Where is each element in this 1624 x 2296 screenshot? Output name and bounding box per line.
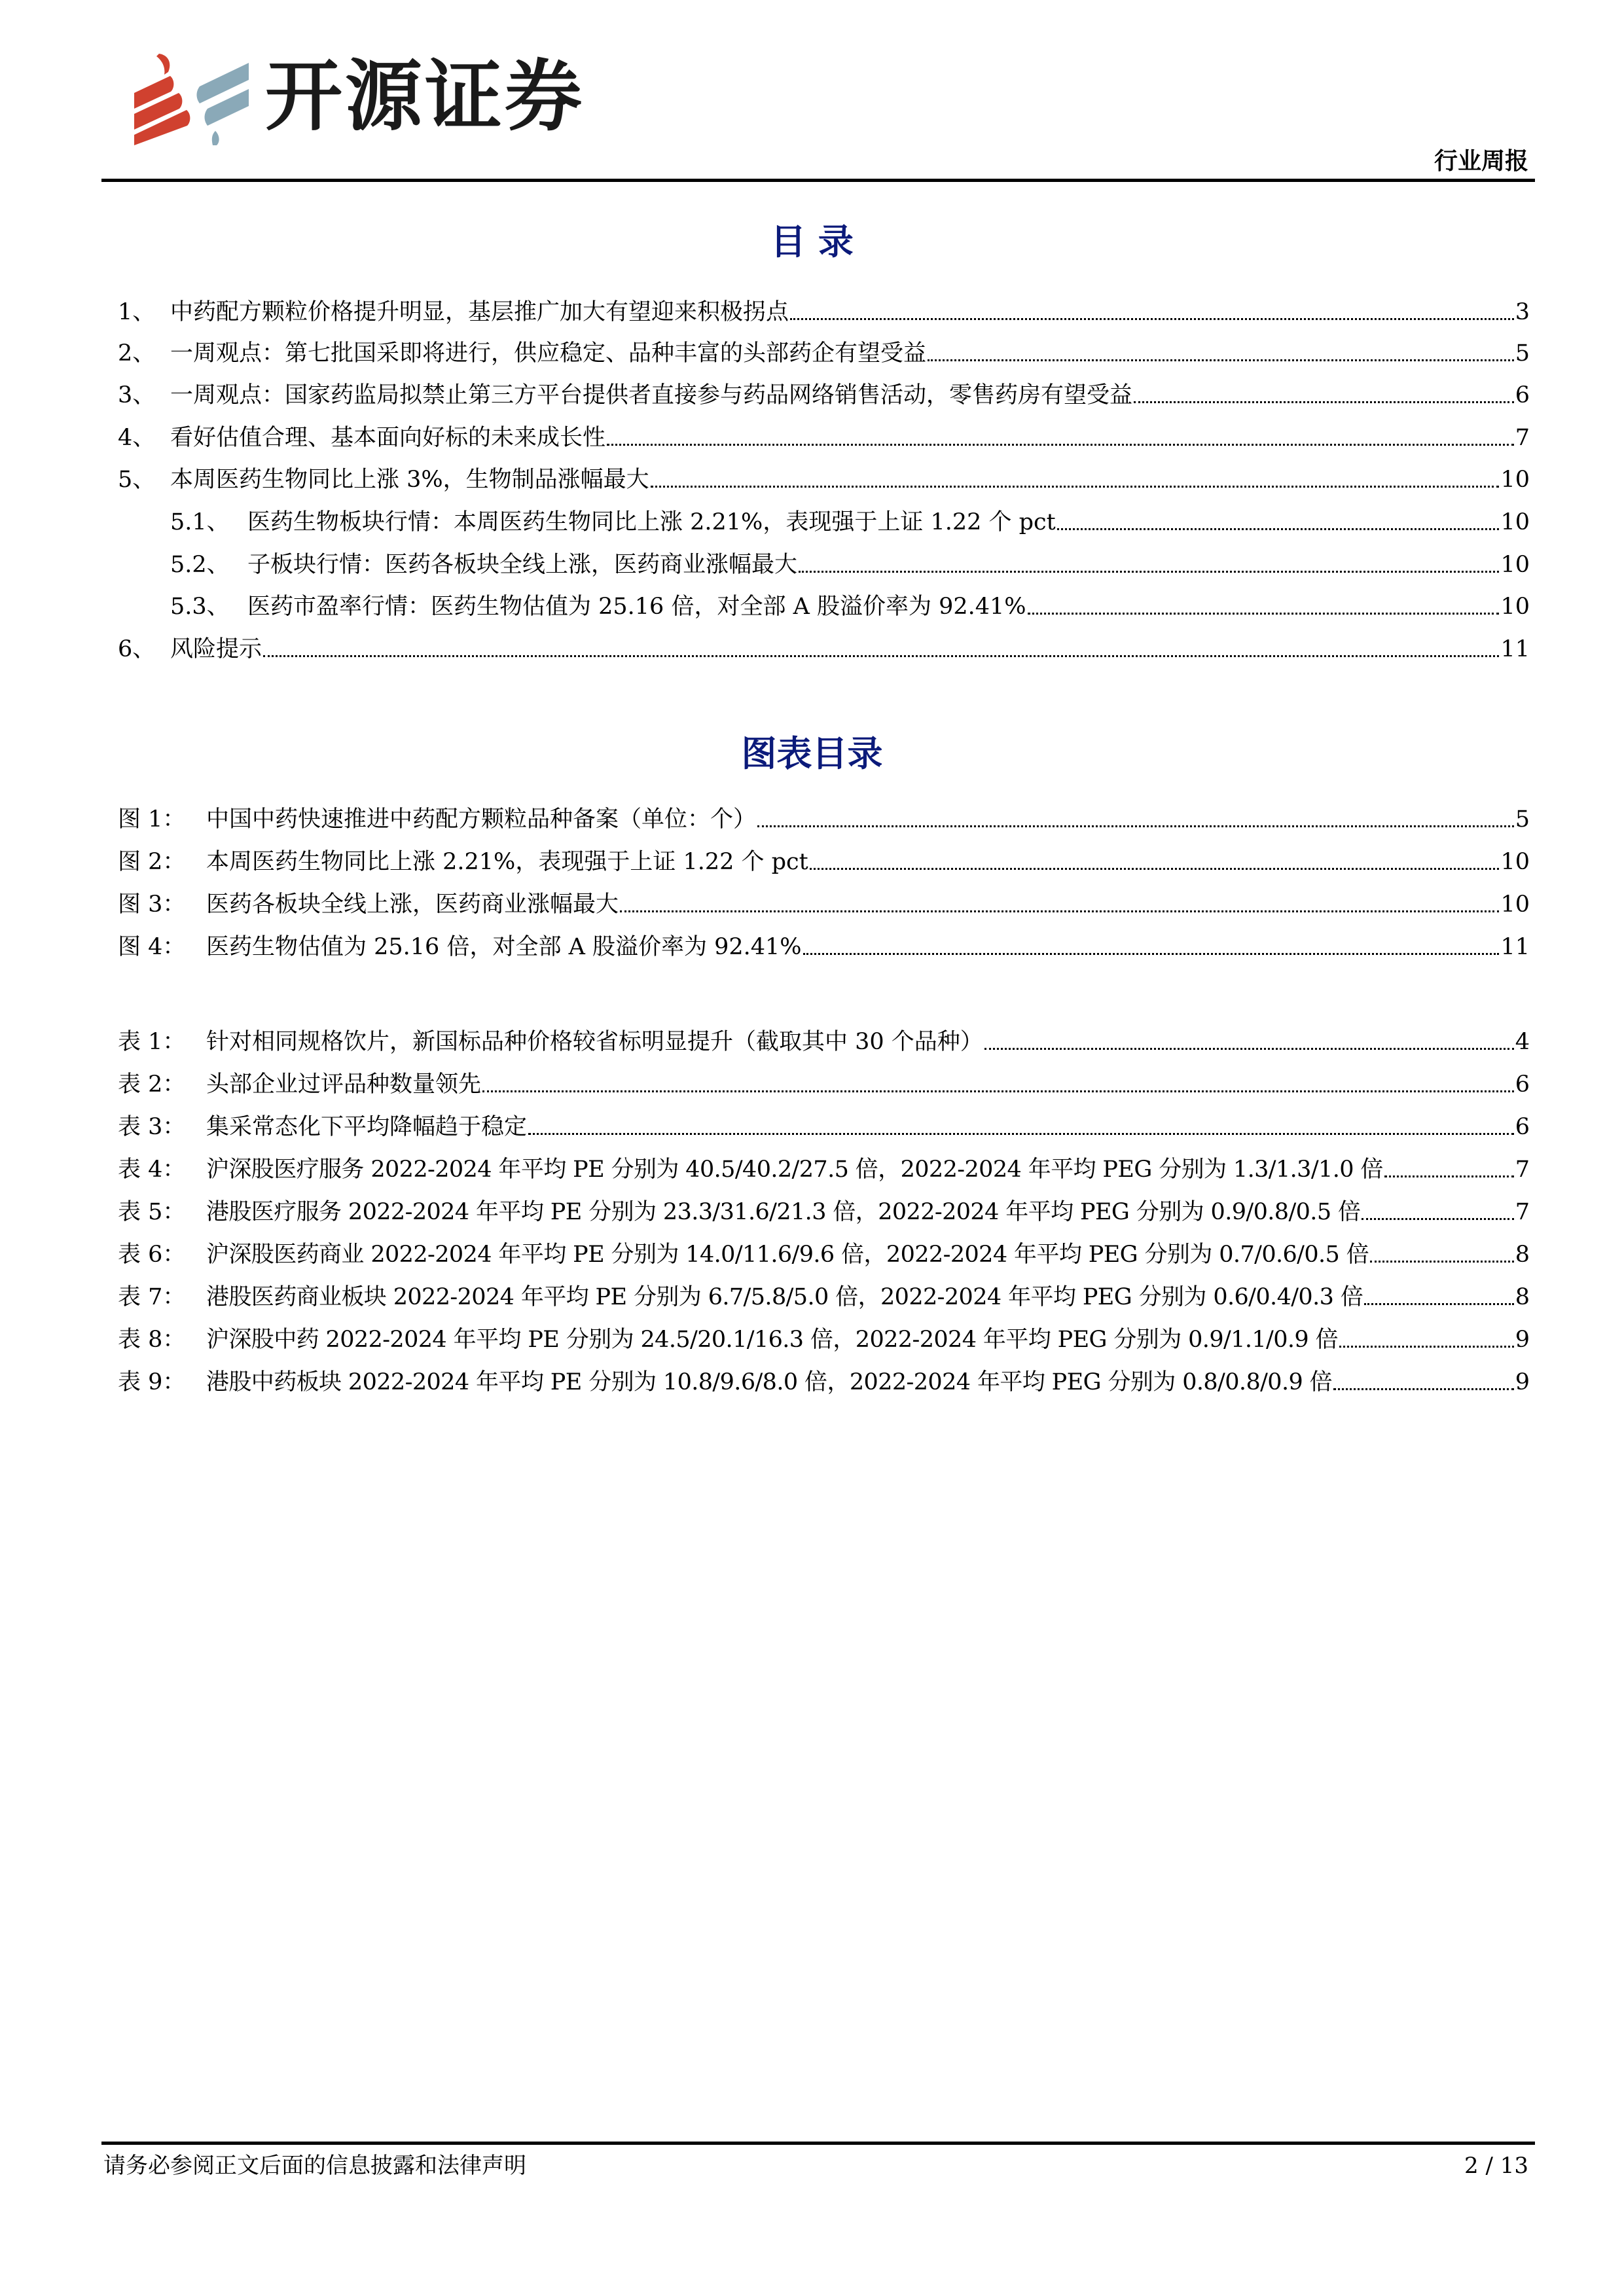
table-title: 集采常态化下平均降幅趋于稳定	[206, 1114, 528, 1140]
table-page: 6	[1515, 1071, 1530, 1098]
toc-item-page: 5	[1515, 340, 1530, 367]
toc-item-page: 10	[1500, 509, 1530, 535]
toc-leader-dots	[651, 465, 1500, 494]
table-label: 表 4：	[118, 1157, 186, 1183]
toc-item-number: 5.1、	[170, 509, 230, 535]
toc-leader-dots	[803, 933, 1500, 961]
toc-leader-dots	[482, 1070, 1514, 1099]
table-title: 头部企业过评品种数量领先	[206, 1071, 482, 1098]
toc-item-page: 6	[1515, 382, 1530, 408]
table-title: 沪深股医疗服务 2022-2024 年平均 PE 分别为 40.5/40.2/27.5 倍，2022-2024 年平均 PEG 分别为 1.3/1.3/1.0 倍	[206, 1157, 1383, 1183]
figure-page: 11	[1500, 934, 1530, 960]
table-page: 6	[1515, 1114, 1530, 1140]
figure-title: 本周医药生物同比上涨 2.21%，表现强于上证 1.22 个 pct	[206, 849, 808, 875]
table-label: 表 9：	[118, 1369, 186, 1395]
table-page: 4	[1515, 1029, 1530, 1055]
toc-leader-dots	[620, 890, 1499, 919]
toc-item-page: 11	[1500, 636, 1530, 662]
toc-item-text: 一周观点：第七批国采即将进行，供应稳定、品种丰富的头部药企有望受益	[170, 340, 927, 367]
toc-leader-dots	[790, 298, 1514, 327]
toc-item-number: 4、	[118, 425, 156, 451]
toc-leader-dots	[928, 339, 1514, 368]
table-title: 港股医药商业板块 2022-2024 年平均 PE 分别为 6.7/5.8/5.0 倍，2022-2024 年平均 PEG 分别为 0.6/0.4/0.3 倍	[206, 1284, 1363, 1310]
figure-entry[interactable]	[118, 848, 1530, 876]
toc-item-text: 本周医药生物同比上涨 3%，生物制品涨幅最大	[170, 467, 649, 493]
toc-leader-dots	[1057, 508, 1500, 537]
toc-leader-dots	[528, 1113, 1514, 1141]
toc-item[interactable]	[118, 423, 1530, 452]
toc-leader-dots	[1370, 1240, 1514, 1269]
toc-item-text: 医药市盈率行情：医药生物估值为 25.16 倍，对全部 A 股溢价率为 92.41%	[247, 594, 1026, 620]
table-title: 港股医疗服务 2022-2024 年平均 PE 分别为 23.3/31.6/21.3 倍，2022-2024 年平均 PEG 分别为 0.9/0.8/0.5 倍	[206, 1199, 1361, 1225]
brand-name: 开源证券	[265, 51, 585, 141]
table-title: 港股中药板块 2022-2024 年平均 PE 分别为 10.8/9.6/8.0 倍，2022-2024 年平均 PEG 分别为 0.8/0.8/0.9 倍	[206, 1369, 1333, 1395]
figure-title: 医药各板块全线上涨，医药商业涨幅最大	[206, 891, 619, 918]
toc-leader-dots	[757, 805, 1514, 834]
toc-item[interactable]	[118, 339, 1530, 368]
toc-item-page: 10	[1500, 594, 1530, 620]
table-entry[interactable]	[118, 1070, 1530, 1099]
toc-leader-dots	[799, 550, 1499, 579]
figure-page: 10	[1500, 849, 1530, 875]
toc-item[interactable]	[118, 635, 1530, 664]
toc-item-text: 子板块行情：医药各板块全线上涨，医药商业涨幅最大	[247, 552, 798, 578]
table-page: 8	[1515, 1242, 1530, 1268]
footer-divider	[101, 2142, 1535, 2145]
table-title: 针对相同规格饮片，新国标品种价格较省标明显提升（截取其中 30 个品种）	[206, 1029, 983, 1055]
table-entry[interactable]	[118, 1113, 1530, 1141]
table-entry[interactable]	[118, 1240, 1530, 1269]
figure-label: 图 4：	[118, 934, 186, 960]
table-entry[interactable]	[118, 1283, 1530, 1312]
toc-leader-dots	[1333, 1368, 1514, 1397]
figure-entry[interactable]	[118, 890, 1530, 919]
toc-subitem[interactable]	[170, 508, 1530, 537]
toc-leader-dots	[984, 1028, 1514, 1056]
chart-toc-title: 图表目录	[741, 733, 883, 774]
toc-item-text: 看好估值合理、基本面向好标的未来成长性	[170, 425, 606, 451]
toc-leader-dots	[1028, 592, 1500, 621]
toc-subitem[interactable]	[170, 592, 1530, 621]
table-label: 表 5：	[118, 1199, 186, 1225]
figure-page: 5	[1515, 806, 1530, 833]
table-page: 8	[1515, 1284, 1530, 1310]
toc-item-number: 3、	[118, 382, 156, 408]
toc-item-text: 风险提示	[170, 636, 262, 662]
footer-disclaimer: 请务必参阅正文后面的信息披露和法律声明	[103, 2153, 526, 2179]
table-page: 7	[1515, 1199, 1530, 1225]
toc-title: 目 录	[770, 221, 854, 262]
table-entry[interactable]	[118, 1198, 1530, 1227]
toc-leader-dots	[1339, 1325, 1514, 1354]
kaiyuan-logo-icon	[134, 54, 249, 145]
toc-item-page: 10	[1500, 552, 1530, 578]
toc-item-text: 中药配方颗粒价格提升明显，基层推广加大有望迎来积极拐点	[170, 299, 789, 325]
figure-title: 中国中药快速推进中药配方颗粒品种备案（单位：个）	[206, 806, 757, 833]
toc-item[interactable]	[118, 298, 1530, 327]
page-indicator: 2 / 13	[1464, 2153, 1528, 2179]
toc-item-page: 7	[1515, 425, 1530, 451]
table-entry[interactable]	[118, 1028, 1530, 1056]
toc-subitem[interactable]	[170, 550, 1530, 579]
table-entry[interactable]	[118, 1155, 1530, 1184]
table-label: 表 7：	[118, 1284, 186, 1310]
toc-item-number: 1、	[118, 299, 156, 325]
table-label: 表 3：	[118, 1114, 186, 1140]
toc-leader-dots	[1384, 1155, 1514, 1184]
toc-item-page: 3	[1515, 299, 1530, 325]
figure-label: 图 2：	[118, 849, 186, 875]
table-label: 表 8：	[118, 1327, 186, 1353]
figure-title: 医药生物估值为 25.16 倍，对全部 A 股溢价率为 92.41%	[206, 934, 802, 960]
toc-item-number: 5.2、	[170, 552, 230, 578]
toc-item[interactable]	[118, 465, 1530, 494]
table-page: 9	[1515, 1327, 1530, 1353]
toc-leader-dots	[263, 635, 1499, 664]
table-entry[interactable]	[118, 1368, 1530, 1397]
toc-item-number: 2、	[118, 340, 156, 367]
table-title: 沪深股医药商业 2022-2024 年平均 PE 分别为 14.0/11.6/9.6 倍，2022-2024 年平均 PEG 分别为 0.7/0.6/0.5 倍	[206, 1242, 1369, 1268]
toc-item-number: 5.3、	[170, 594, 230, 620]
table-title: 沪深股中药 2022-2024 年平均 PE 分别为 24.5/20.1/16.3 倍，2022-2024 年平均 PEG 分别为 0.9/1.1/0.9 倍	[206, 1327, 1339, 1353]
toc-leader-dots	[607, 423, 1514, 452]
toc-item-number: 5、	[118, 467, 156, 493]
toc-leader-dots	[1134, 381, 1514, 410]
toc-item-text: 一周观点：国家药监局拟禁止第三方平台提供者直接参与药品网络销售活动，零售药房有望受益	[170, 382, 1133, 408]
toc-leader-dots	[1364, 1283, 1513, 1312]
header-divider	[101, 179, 1535, 182]
figure-entry[interactable]	[118, 933, 1530, 961]
table-entry[interactable]	[118, 1325, 1530, 1354]
figure-entry[interactable]	[118, 805, 1530, 834]
report-type-label: 行业周报	[1434, 147, 1528, 175]
table-label: 表 2：	[118, 1071, 186, 1098]
toc-item-text: 医药生物板块行情：本周医药生物同比上涨 2.21%，表现强于上证 1.22 个 pct	[247, 509, 1056, 535]
figure-label: 图 1：	[118, 806, 186, 833]
toc-item-number: 6、	[118, 636, 156, 662]
toc-item[interactable]	[118, 381, 1530, 410]
figure-label: 图 3：	[118, 891, 186, 918]
figure-page: 10	[1500, 891, 1530, 918]
toc-item-page: 10	[1500, 467, 1530, 493]
table-page: 7	[1515, 1157, 1530, 1183]
toc-leader-dots	[1362, 1198, 1513, 1227]
table-label: 表 6：	[118, 1242, 186, 1268]
toc-leader-dots	[810, 848, 1500, 876]
table-page: 9	[1515, 1369, 1530, 1395]
table-label: 表 1：	[118, 1029, 186, 1055]
